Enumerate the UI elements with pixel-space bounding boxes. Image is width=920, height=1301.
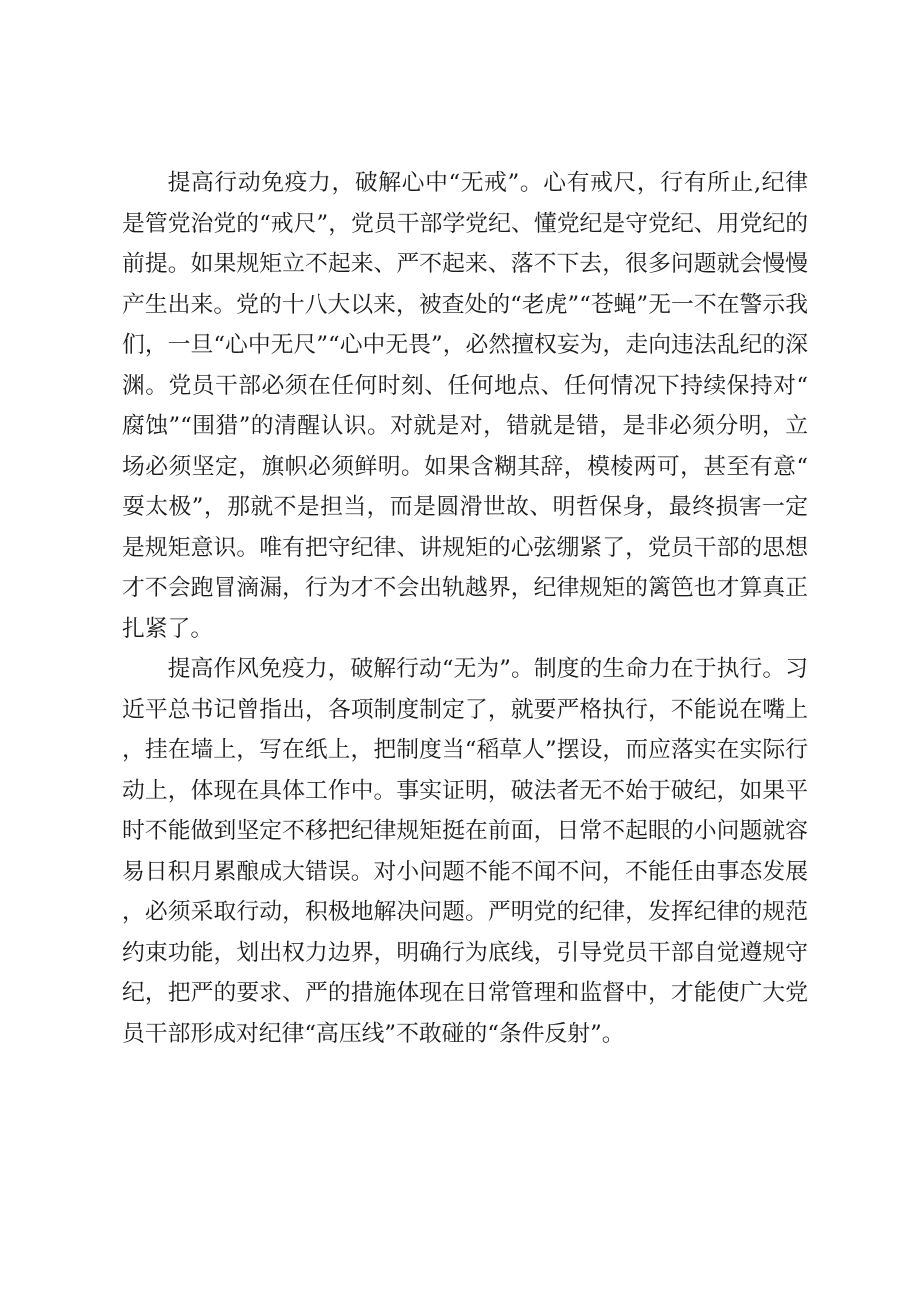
document-body — [122, 163, 808, 1054]
paragraph-2: 提高作风免疫力，破解行动“无为”。制度的生命力在于执行。习近平总书记曾指出，各项制度制定了，就要严格执行，不能说在嘴上，挂在墙上，写在纸上，把制度当“稻草人”摆设，而应落实在实际行动上，体现在具体工作中。事实证明，破法者无不始于破纪，如果平时不能做到坚定不移把纪律规矩挺在前面，日常不起眼的小问题就容易日积月累酿成大错误。对小问题不能不闻不问，不能任由事态发展，必须采取行动，积极地解决问题。严明党的纪律，发挥纪律的规范约束功能，划出权力边界，明确行为底线，引导党员干部自觉遵规守纪，把严的要求、严的措施体现在日常管理和监督中，才能使广大党员干部形成对纪律“高压线”不敢碰的“条件反射”。 — [122, 656, 808, 1047]
paragraph-1: 提高行动免疫力，破解心中“无戒”。心有戒尺，行有所止,纪律是管党治党的“戒尺”，党员干部学党纪、懂党纪是守党纪、用党纪的前提。如果规矩立不起来、严不起来、落不下去，很多问题就会慢慢产生出来。党的十八大以来，被查处的“老虎”“苍蝇”无一不在警示我们，一旦“心中无尺”“心中无畏”，必然擅权妄为，走向违法乱纪的深渊。党员干部必须在任何时刻、任何地点、任何情况下持续保持对“腐蚀”“围猎”的清醒认识。对就是对，错就是错，是非必须分明，立场必须坚定，旗帜必须鲜明。如果含糊其辞，模棱两可，甚至有意“耍太极”，那就不是担当，而是圆滑世故、明哲保身，最终损害一定是规矩意识。唯有把守纪律、讲规矩的心弦绷紧了，党员干部的思想才不会跑冒滴漏，行为才不会出轨越界，纪律规矩的篱笆也才算真正扎紧了。 — [122, 170, 808, 642]
